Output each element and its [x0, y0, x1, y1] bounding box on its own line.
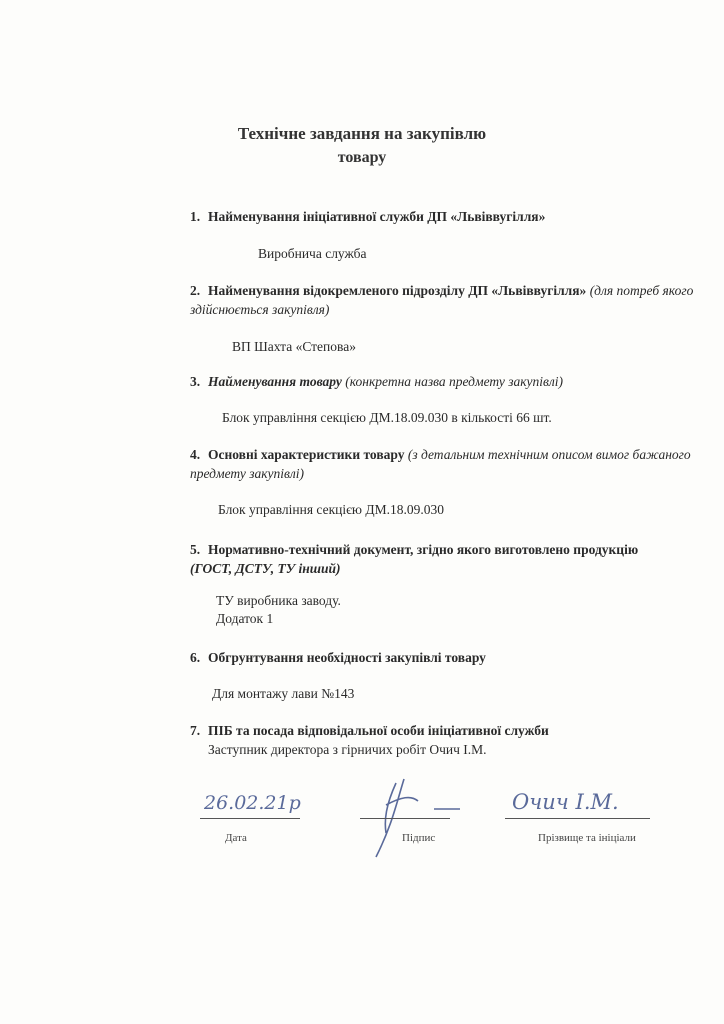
section-heading: Обгрунтування необхідності закупівлі товару — [208, 650, 486, 665]
title-line-2: товару — [337, 149, 387, 166]
section-heading-extra: (ГОСТ, ДСТУ, ТУ інший) — [190, 561, 341, 576]
section-number: 7. — [190, 723, 201, 738]
section-6-value: Для монтажу лави №143 — [212, 686, 355, 701]
section-5-value-line-1: ТУ виробника заводу. — [216, 593, 341, 608]
name-line — [505, 818, 650, 819]
section-number: 4. — [190, 447, 201, 462]
section-3 — [190, 372, 710, 391]
section-2-value: ВП Шахта «Степова» — [232, 339, 356, 354]
section-heading: Нормативно-технічний документ, згідно якого виготовлено продукцію — [208, 542, 639, 557]
section-3-value: Блок управління секцією ДМ.18.09.030 в кількості 66 шт. — [222, 410, 552, 425]
date-line — [200, 818, 300, 819]
signature-scribble — [356, 775, 466, 865]
section-hint: (з детальним технічним описом вимог бажаного предмету закупівлі) — [190, 447, 691, 481]
section-number: 5. — [190, 542, 201, 557]
section-heading: Основні характеристики товару — [208, 447, 405, 462]
section-heading: Найменування відокремленого підрозділу ДП «Львіввугілля» — [208, 283, 587, 298]
title-line-1: Технічне завдання на закупівлю — [237, 124, 487, 143]
section-1-value: Виробнича служба — [258, 246, 367, 261]
section-heading: Найменування товару — [208, 374, 342, 389]
section-4 — [190, 445, 710, 483]
section-number: 1. — [190, 209, 201, 224]
document-title — [0, 122, 724, 170]
section-7 — [190, 721, 710, 759]
section-heading: Найменування ініціативної служби ДП «Львіввугілля» — [208, 209, 546, 224]
section-7-value: Заступник директора з гірничих робіт Очич І.М. — [208, 742, 487, 757]
section-number: 6. — [190, 650, 201, 665]
section-hint: (конкретна назва предмету закупівлі) — [345, 374, 564, 389]
signature-line — [360, 818, 450, 819]
section-5 — [190, 540, 660, 578]
section-number: 3. — [190, 374, 201, 389]
section-5-value-line-2: Додаток 1 — [216, 611, 274, 626]
date-caption: Дата — [225, 832, 247, 844]
section-number: 2. — [190, 283, 201, 298]
section-hint: (для потреб якого здійснюється закупівля) — [190, 283, 694, 317]
section-heading: ПІБ та посада відповідальної особи ініціативної служби — [208, 723, 549, 738]
name-handwritten: Очич І.М. — [512, 790, 619, 814]
section-4-value: Блок управління секцією ДМ.18.09.030 — [218, 502, 444, 517]
section-6 — [190, 648, 710, 667]
date-handwritten: 26.02.21р — [204, 792, 301, 814]
section-2 — [190, 281, 710, 319]
signature-caption: Підпис — [402, 832, 436, 844]
section-1 — [190, 207, 710, 226]
name-caption: Прізвище та ініціали — [538, 832, 636, 844]
